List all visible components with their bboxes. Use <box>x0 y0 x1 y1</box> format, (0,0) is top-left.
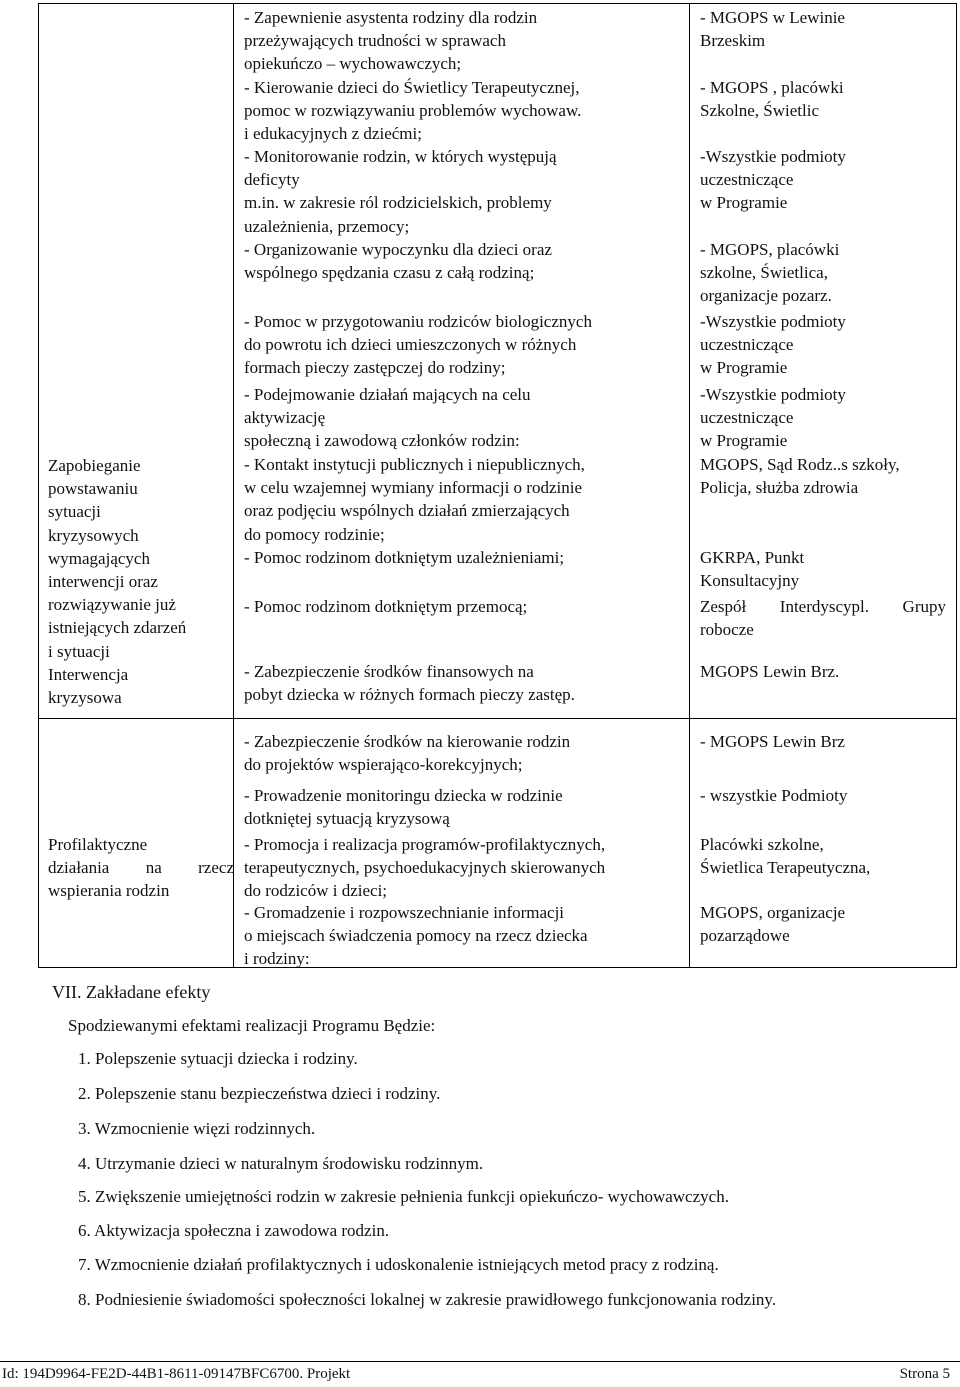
cell-line: - Pomoc rodzinom dotkniętym uzależnieniami; <box>244 548 565 567</box>
cell-line: istniejących zdarzeń <box>48 618 187 638</box>
cell-line: do projektów wspierająco-korekcyjnych; <box>244 755 523 775</box>
cell-line: Szkolne, Świetlic <box>700 100 819 120</box>
action-cell <box>244 901 588 971</box>
cell-line: m.in. w zakresie ról rodzicielskich, problemy <box>244 193 552 213</box>
cell-line: wspólnego spędzania czasu z całą rodziną; <box>244 263 535 283</box>
cell-line: - Promocja i realizacja programów-profilaktycznych, <box>244 835 606 854</box>
cell-line: społeczną i zawodową członków rodzin: <box>244 431 520 451</box>
cell-line: - wszystkie Podmioty <box>700 786 848 805</box>
cell-line: uczestniczące <box>700 408 794 428</box>
cell-line: MGOPS, organizacje <box>700 903 846 922</box>
cell-line: szkolne, Świetlica, <box>700 263 828 283</box>
cell-line: -Wszystkie podmioty <box>700 147 846 166</box>
effect-item: 8. Podniesienie świadomości społeczności lokalnej w zakresie prawidłowego funkcjonowania rodziny. <box>78 1290 777 1309</box>
cell-line: wspierania rodzin <box>48 881 170 901</box>
footer-divider <box>0 1361 960 1362</box>
partner-cell <box>700 238 839 308</box>
effect-item: 7. Wzmocnienie działań profilaktycznych i udoskonalenie istniejących metod pracy z rodziną. <box>78 1255 719 1274</box>
cell-line: Zapobieganie <box>48 456 141 475</box>
cell-line: - Kierowanie dzieci do Świetlicy Terapeutycznej, <box>244 77 580 97</box>
partner-cell <box>700 595 946 641</box>
cell-line: -Wszystkie podmioty <box>700 385 846 404</box>
cell-line: deficyty <box>244 170 300 190</box>
cell-line: MGOPS, Sąd Rodz..s szkoły, <box>700 455 900 474</box>
action-cell <box>244 660 575 706</box>
cell-line: do rodziców i dzieci; <box>244 881 388 901</box>
cell-line: Profilaktyczne <box>48 835 148 854</box>
effects-intro: Spodziewanymi efektami realizacji Programu Będzie: <box>68 1016 436 1035</box>
cell-line: - Prowadzenie monitoringu dziecka w rodzinie <box>244 786 563 805</box>
partner-cell <box>700 833 870 879</box>
cell-line: dotkniętej sytuacją kryzysową <box>244 809 450 829</box>
cell-line: do powrotu ich dzieci umieszczonych w różnych <box>244 335 577 355</box>
partner-cell <box>700 730 845 753</box>
cell-line: w Programie <box>700 358 788 378</box>
cell-line: - MGOPS, placówki <box>700 240 840 259</box>
cell-line: MGOPS Lewin Brz. <box>700 662 840 681</box>
action-cell <box>244 730 570 776</box>
cell-line: i edukacyjnych z dziećmi; <box>244 124 422 144</box>
cell-line: wymagających <box>48 548 150 568</box>
action-cell <box>244 453 585 546</box>
cell-line: w celu wzajemnej wymiany informacji o rodzinie <box>244 478 582 498</box>
cell-line: pomoc w rozwiązywaniu problemów wychowaw. <box>244 100 582 120</box>
cell-line: - MGOPS w Lewinie <box>700 8 845 27</box>
cell-line: terapeutycznych, psychoedukacyjnych skierowanych <box>244 858 606 878</box>
cell-line: Zespół Interdyscypl. Grupy <box>700 597 946 616</box>
action-cell <box>244 595 527 618</box>
cell-line: Placówki szkolne, <box>700 835 824 854</box>
cell-line: - Organizowanie wypoczynku dla dzieci oraz <box>244 240 552 259</box>
action-cell <box>244 145 557 238</box>
cell-line: rozwiązywanie już <box>48 595 176 615</box>
cell-line: interwencji oraz <box>48 572 158 592</box>
partner-cell <box>700 453 900 499</box>
section-title: VII. Zakładane efekty <box>52 982 211 1002</box>
cell-line: przeżywających trudności w sprawach <box>244 31 506 51</box>
cell-line: Świetlica Terapeutyczna, <box>700 858 871 878</box>
cell-line: Brzeskim <box>700 31 766 51</box>
cell-line: uczestniczące <box>700 170 794 190</box>
action-cell <box>244 833 605 903</box>
partner-cell <box>700 660 839 683</box>
cell-line: pozarządowe <box>700 926 790 946</box>
action-cell <box>244 310 592 380</box>
cell-line: opiekuńczo – wychowawczych; <box>244 54 462 74</box>
partner-cell <box>700 784 847 807</box>
cell-line: powstawaniu <box>48 479 138 499</box>
cell-line: Policja, służba zdrowia <box>700 478 859 498</box>
effect-item: 4. Utrzymanie dzieci w naturalnym środowisku rodzinnym. <box>78 1154 484 1173</box>
partner-cell <box>700 145 846 215</box>
cell-line: - Pomoc rodzinom dotkniętym przemocą; <box>244 597 528 616</box>
cell-line: - Podejmowanie działań mających na celu <box>244 385 531 404</box>
action-cell <box>244 238 552 284</box>
partner-cell <box>700 901 845 947</box>
cell-line: organizacje pozarz. <box>700 286 832 306</box>
cell-line: kryzysowa <box>48 688 122 708</box>
cell-line: oraz podjęciu wspólnych działań zmierzających <box>244 501 570 521</box>
footer-id: Id: 194D9964-FE2D-44B1-8611-09147BFC6700. Projekt <box>2 1366 351 1382</box>
cell-line <box>700 52 845 75</box>
cell-line: - Gromadzenie i rozpowszechnianie informacji <box>244 903 565 922</box>
cell-line: Konsultacyjny <box>700 571 800 591</box>
partner-cell <box>700 546 804 592</box>
block-divider <box>39 718 956 719</box>
cell-line: - Zabezpieczenie środków finansowych na <box>244 662 534 681</box>
cell-line: uczestniczące <box>700 335 794 355</box>
cell-line: GKRPA, Punkt <box>700 548 805 567</box>
cell-line: - MGOPS Lewin Brz <box>700 732 845 751</box>
cell-line: robocze <box>700 620 754 640</box>
cell-line: pobyt dziecka w różnych formach pieczy zastęp. <box>244 685 575 705</box>
cell-line: - Zabezpieczenie środków na kierowanie rodzin <box>244 732 571 751</box>
action-cell <box>244 784 563 830</box>
cell-line: uzależnienia, przemocy; <box>244 216 410 236</box>
cell-line: - Monitorowanie rodzin, w których występują <box>244 147 557 166</box>
left-col-block1 <box>48 454 234 709</box>
effect-item: 3. Wzmocnienie więzi rodzinnych. <box>78 1119 316 1138</box>
partner-cell <box>700 6 845 122</box>
column-divider <box>689 4 690 967</box>
cell-line: - Pomoc w przygotowaniu rodziców biologicznych <box>244 312 592 331</box>
action-cell <box>244 6 581 145</box>
cell-line: w Programie <box>700 193 788 213</box>
cell-line: - MGOPS , placówki <box>700 77 844 97</box>
cell-line: - Zapewnienie asystenta rodziny dla rodzin <box>244 8 538 27</box>
cell-line: o miejscach świadczenia pomocy na rzecz dziecka <box>244 926 588 946</box>
cell-line: formach pieczy zastępczej do rodziny; <box>244 358 506 378</box>
partner-cell <box>700 383 846 453</box>
cell-line: do pomocy rodzinie; <box>244 524 385 544</box>
action-cell <box>244 383 531 453</box>
cell-line: -Wszystkie podmioty <box>700 312 846 331</box>
cell-line: Interwencja <box>48 664 129 684</box>
effect-item: 2. Polepszenie stanu bezpieczeństwa dzieci i rodziny. <box>78 1084 441 1103</box>
effect-item: 6. Aktywizacja społeczna i zawodowa rodzin. <box>78 1221 390 1240</box>
footer-page-number: Strona 5 <box>899 1366 950 1382</box>
cell-line: sytuacji <box>48 502 101 522</box>
cell-line: i rodziny: <box>244 949 310 969</box>
cell-line: i sytuacji <box>48 641 110 661</box>
cell-line: kryzysowych <box>48 525 139 545</box>
effect-item: 5. Zwiększenie umiejętności rodzin w zakresie pełnienia funkcji opiekuńczo- wychowawczych. <box>78 1187 729 1206</box>
effect-item: 1. Polepszenie sytuacji dziecka i rodziny. <box>78 1049 358 1068</box>
cell-line: działania na rzecz <box>48 858 234 878</box>
partner-cell <box>700 310 846 380</box>
program-table <box>38 3 957 968</box>
cell-line: - Kontakt instytucji publicznych i niepublicznych, <box>244 455 585 474</box>
left-col-block2 <box>48 833 234 903</box>
action-cell <box>244 546 564 569</box>
cell-line: aktywizację <box>244 408 326 428</box>
cell-line: w Programie <box>700 431 788 451</box>
